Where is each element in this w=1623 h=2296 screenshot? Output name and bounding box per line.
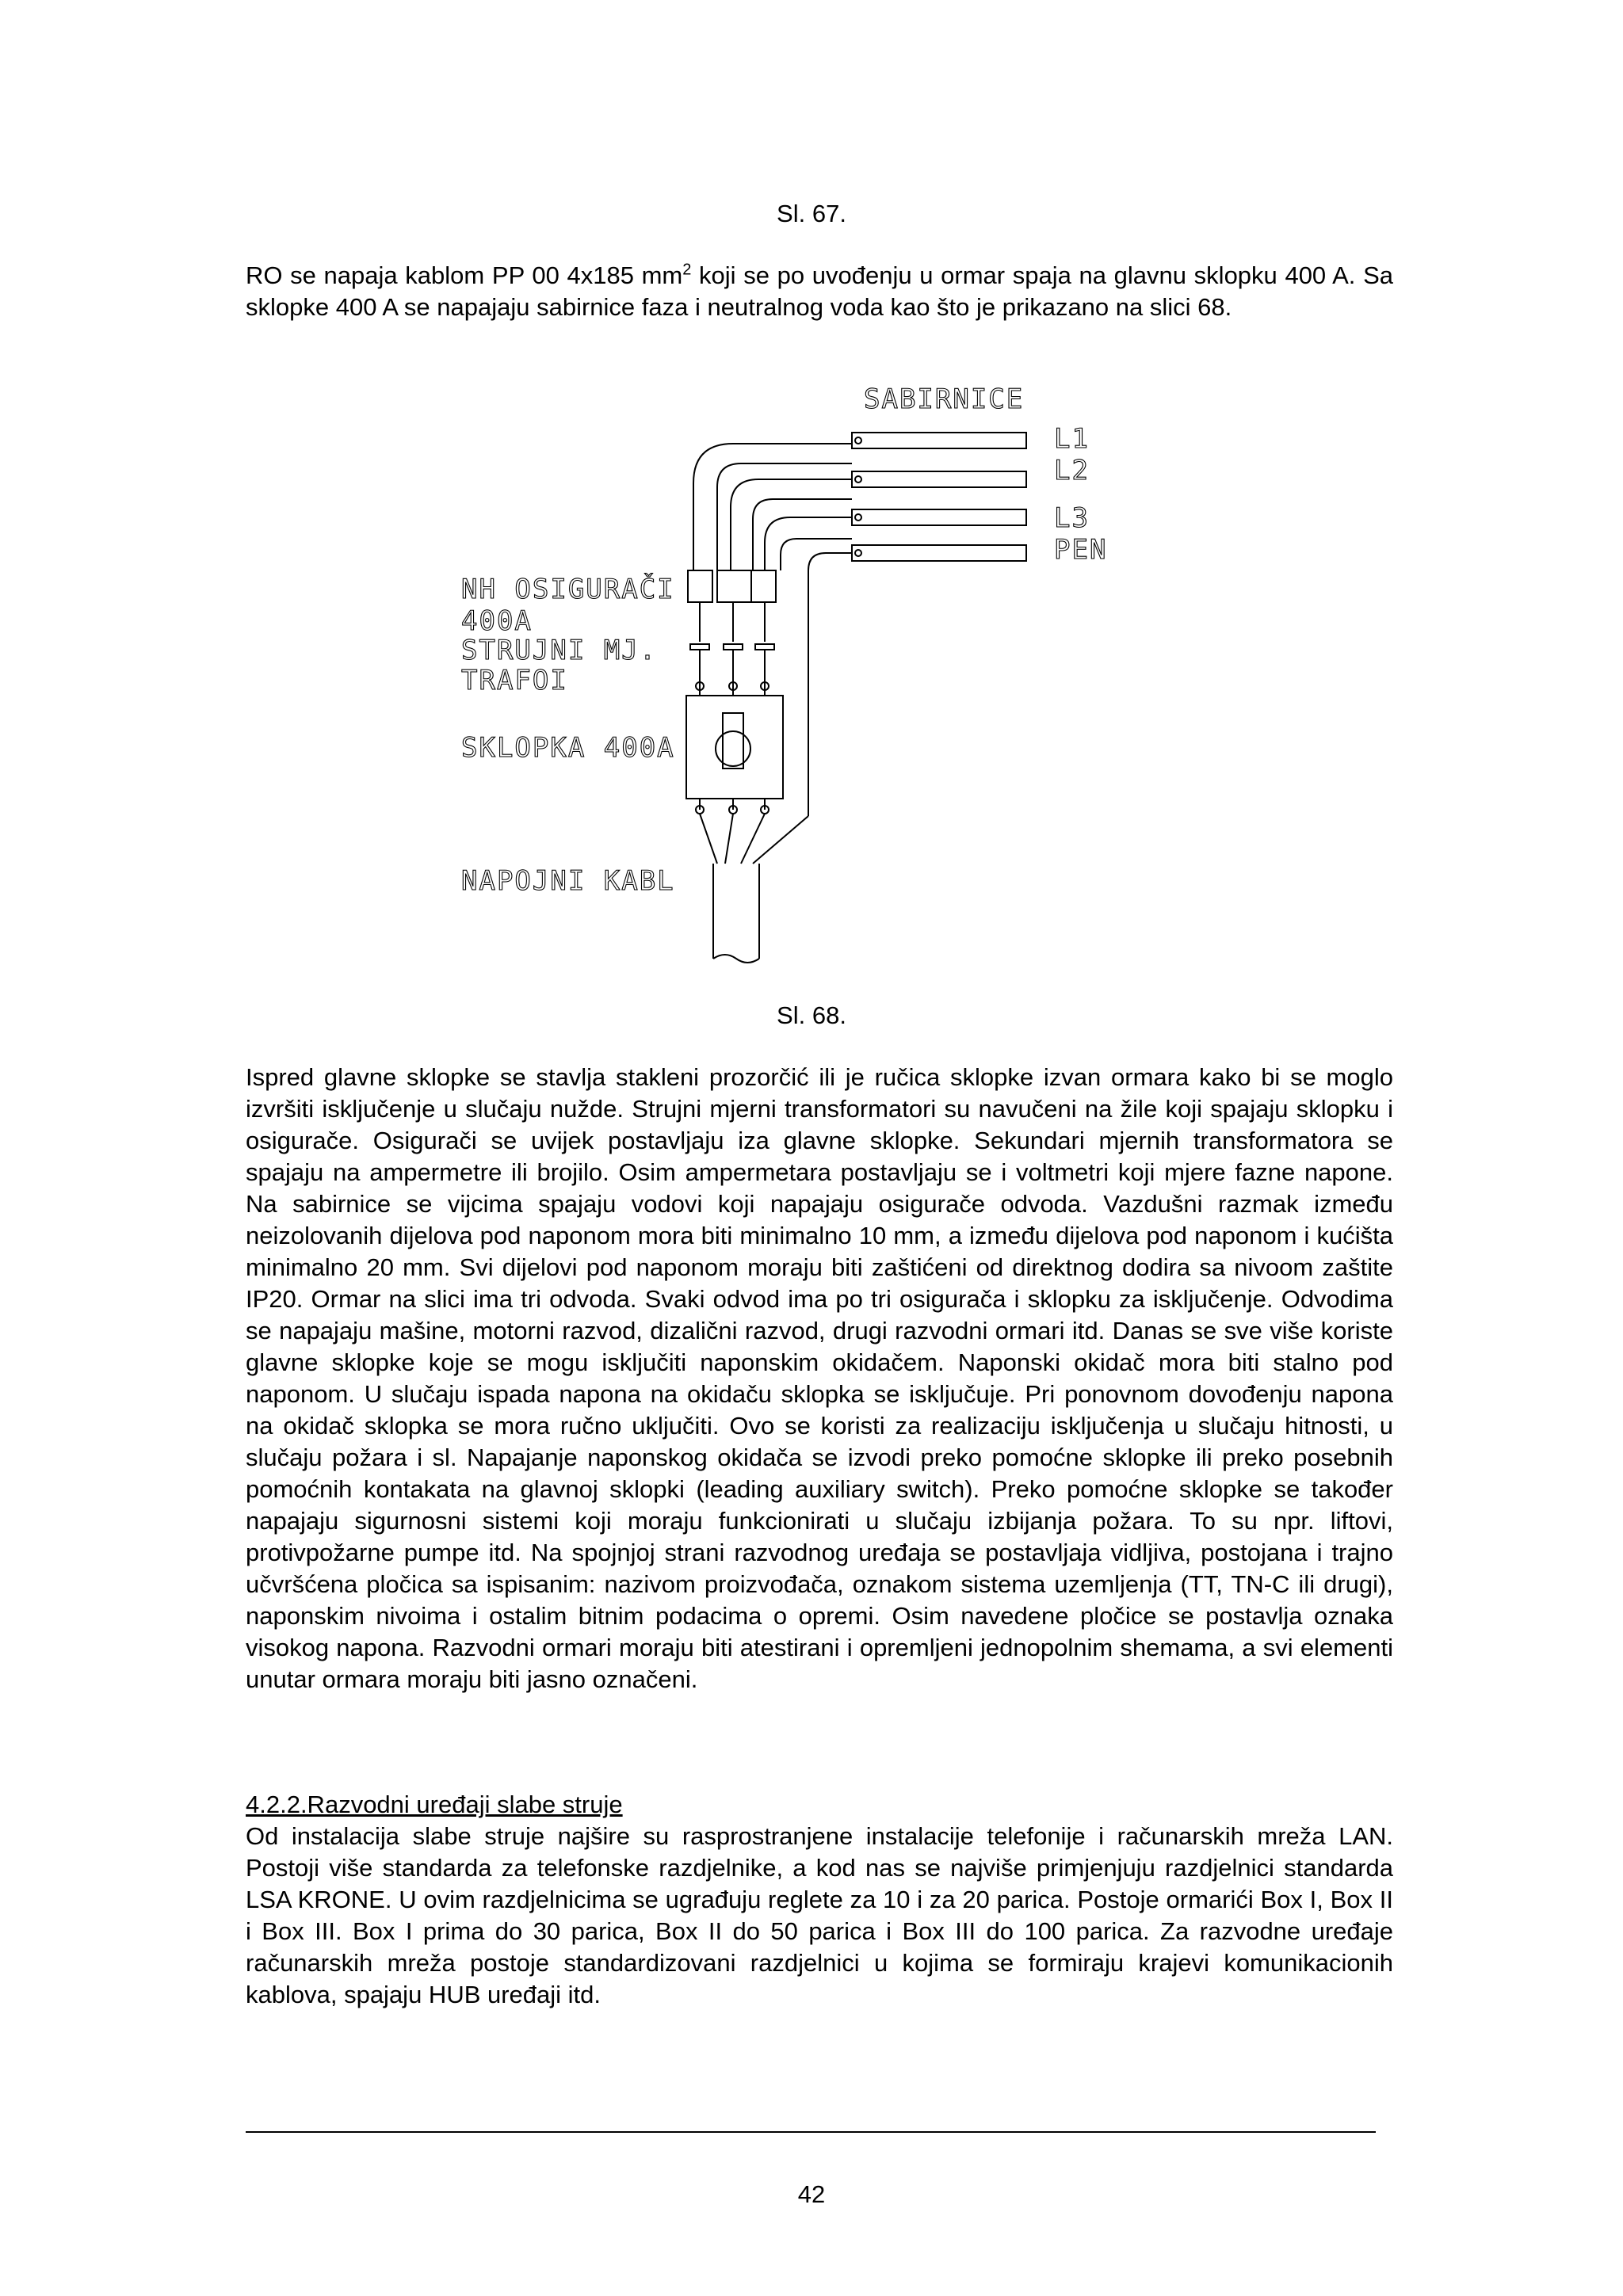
label-strujni-mj: STRUJNI MJ. xyxy=(461,635,658,666)
label-l3: L3 xyxy=(1054,502,1090,534)
current-transformers xyxy=(690,644,774,681)
busbar-pen xyxy=(852,545,1026,561)
busbar-l1 xyxy=(852,433,1026,448)
section-paragraph: Od instalacija slabe struje najšire su rasprostranjene instalacije telefonije i računarskih mreža LAN. Postoji više standarda za telefonske razdjelnike, a kod nas se najviše primjenjuju razdjelnici standarda LSA KRONE. U ovim razdjelnicima se ugrađuju reglete za 10 i za 20 parica. Postoje ormarići Box I, Box II i Box III. Box I prima do 30 parica, Box II do 50 parica i Box III do 100 parica. Za razvodne uređaje računarskih mreža postoje standardizovani razdjelnici u kojima se formiraju krajevi komunikacionih kablova, spajaju HUB uređaji itd. xyxy=(246,1822,1393,2008)
feeder-conductors xyxy=(693,444,852,816)
intro-superscript: 2 xyxy=(682,261,692,279)
label-l2: L2 xyxy=(1054,455,1090,486)
label-l1: L1 xyxy=(1054,423,1090,455)
page-number: 42 xyxy=(797,2180,826,2208)
body-paragraph: Ispred glavne sklopke se stavlja stakleni prozorčić ili je ručica sklopke izvan ormara kako bi se moglo izvršiti isključenje u slučaju nužde. Strujni mjerni transformatori su navučeni na žile koji spajaju sklopku i osigurače. Osigurači se uvijek postavljaju iza glavne sklopke. Sekundari mjernih transformatora se spajaju na ampermetre ili brojilo. Osim ampermetara postavljaju se i voltmetri koji mjere fazne napone. Na sabirnice se vijcima spajaju vodovi koji napajaju osigurače odvoda. Vazdušni razmak između neizolovanih dijelova pod naponom mora biti minimalno 10 mm, a između dijelova pod naponom i kućišta minimalno 20 mm. Svi dijelovi pod naponom moraju biti zaštićeni od direktnog dodira sa nivoom zaštite IP20. Ormar na slici ima tri odvoda. Svaki odvod ima po tri osigurača i sklopku za isključenje. Odvodima se napajaju mašine, motorni razvod, dizalični razvod, drugi razvodni ormari itd. Danas se sve više koriste glavne sklopke koje se mogu isključiti naponskim okidačem. Naponski okidač mora biti stalno pod naponom. U slučaju ispada napona na okidaču sklopka se isključuje. Pri ponovnom dovođenju napona na okidač sklopka se mora ručno uključiti. Ovo se koristi za realizaciju isključenja u slučaju hitnosti, u slučaju požara i sl. Napajanje naponskog okidača se izvodi preko pomoćne sklopke ili preko posebnih pomoćnih kontakata na glavnoj sklopki (leading auxiliary switch). Preko pomoćne sklopke se također napajaju sigurnosni sistemi koji moraju funkcionirati u slučaju izbijanja požara. To su npr. liftovi, protivpožarne pumpe itd. Na spojnjoj strani razvodnog uređaja se postavljaja vidljiva, postojana i trajno učvršćena pločica sa ispisanim: nazivom proizvođača, oznakom sistema uzemljenja (TT, TN-C ili drugi), naponskim nivoima i ostalim bitnim podacima o opremi. Osim navedene pločice se postavlja oznaka visokog napona. Razvodni ormari moraju biti atestirani i opremljeni jednopolnim shemama, a svi elementi unutar ormara moraju biti jasno označeni. xyxy=(246,1063,1393,1693)
label-sklopka-400a: SKLOPKA 400A xyxy=(461,732,675,764)
section-heading: 4.2.2.Razvodni uređaji slabe struje xyxy=(246,1791,623,1818)
label-sabirnice: SABIRNICE xyxy=(864,383,1025,415)
busbar-l2 xyxy=(852,471,1026,487)
supply-cable xyxy=(700,814,808,963)
label-400a: 400A xyxy=(461,605,533,637)
main-switch xyxy=(686,681,783,814)
label-nh-osiguraci: NH OSIGURAČI xyxy=(461,574,675,605)
intro-paragraph xyxy=(246,260,1393,323)
figure-caption-68: Sl. 68. xyxy=(777,1001,846,1029)
busbar-l3 xyxy=(852,509,1026,525)
nh-fuses xyxy=(688,570,776,642)
label-trafoi: TRAFOI xyxy=(461,665,568,696)
intro-text-part1: RO se napaja kablom PP 00 4x185 mm xyxy=(246,261,683,289)
switchboard-diagram xyxy=(444,372,1157,974)
footer-rule xyxy=(246,2131,1376,2133)
busbars xyxy=(852,433,1026,561)
label-pen: PEN xyxy=(1054,534,1108,566)
intro-text-part2: koji se po uvođenju u ormar spaja na glavnu sklopku 400 A. Sa sklopke 400 A se napajaju sabirnice faza i neutralnog voda kao što je prikazano na slici 68. xyxy=(246,261,1393,321)
label-napojni-kabl: NAPOJNI KABL xyxy=(461,865,675,897)
figure-caption-67: Sl. 67. xyxy=(777,200,846,227)
